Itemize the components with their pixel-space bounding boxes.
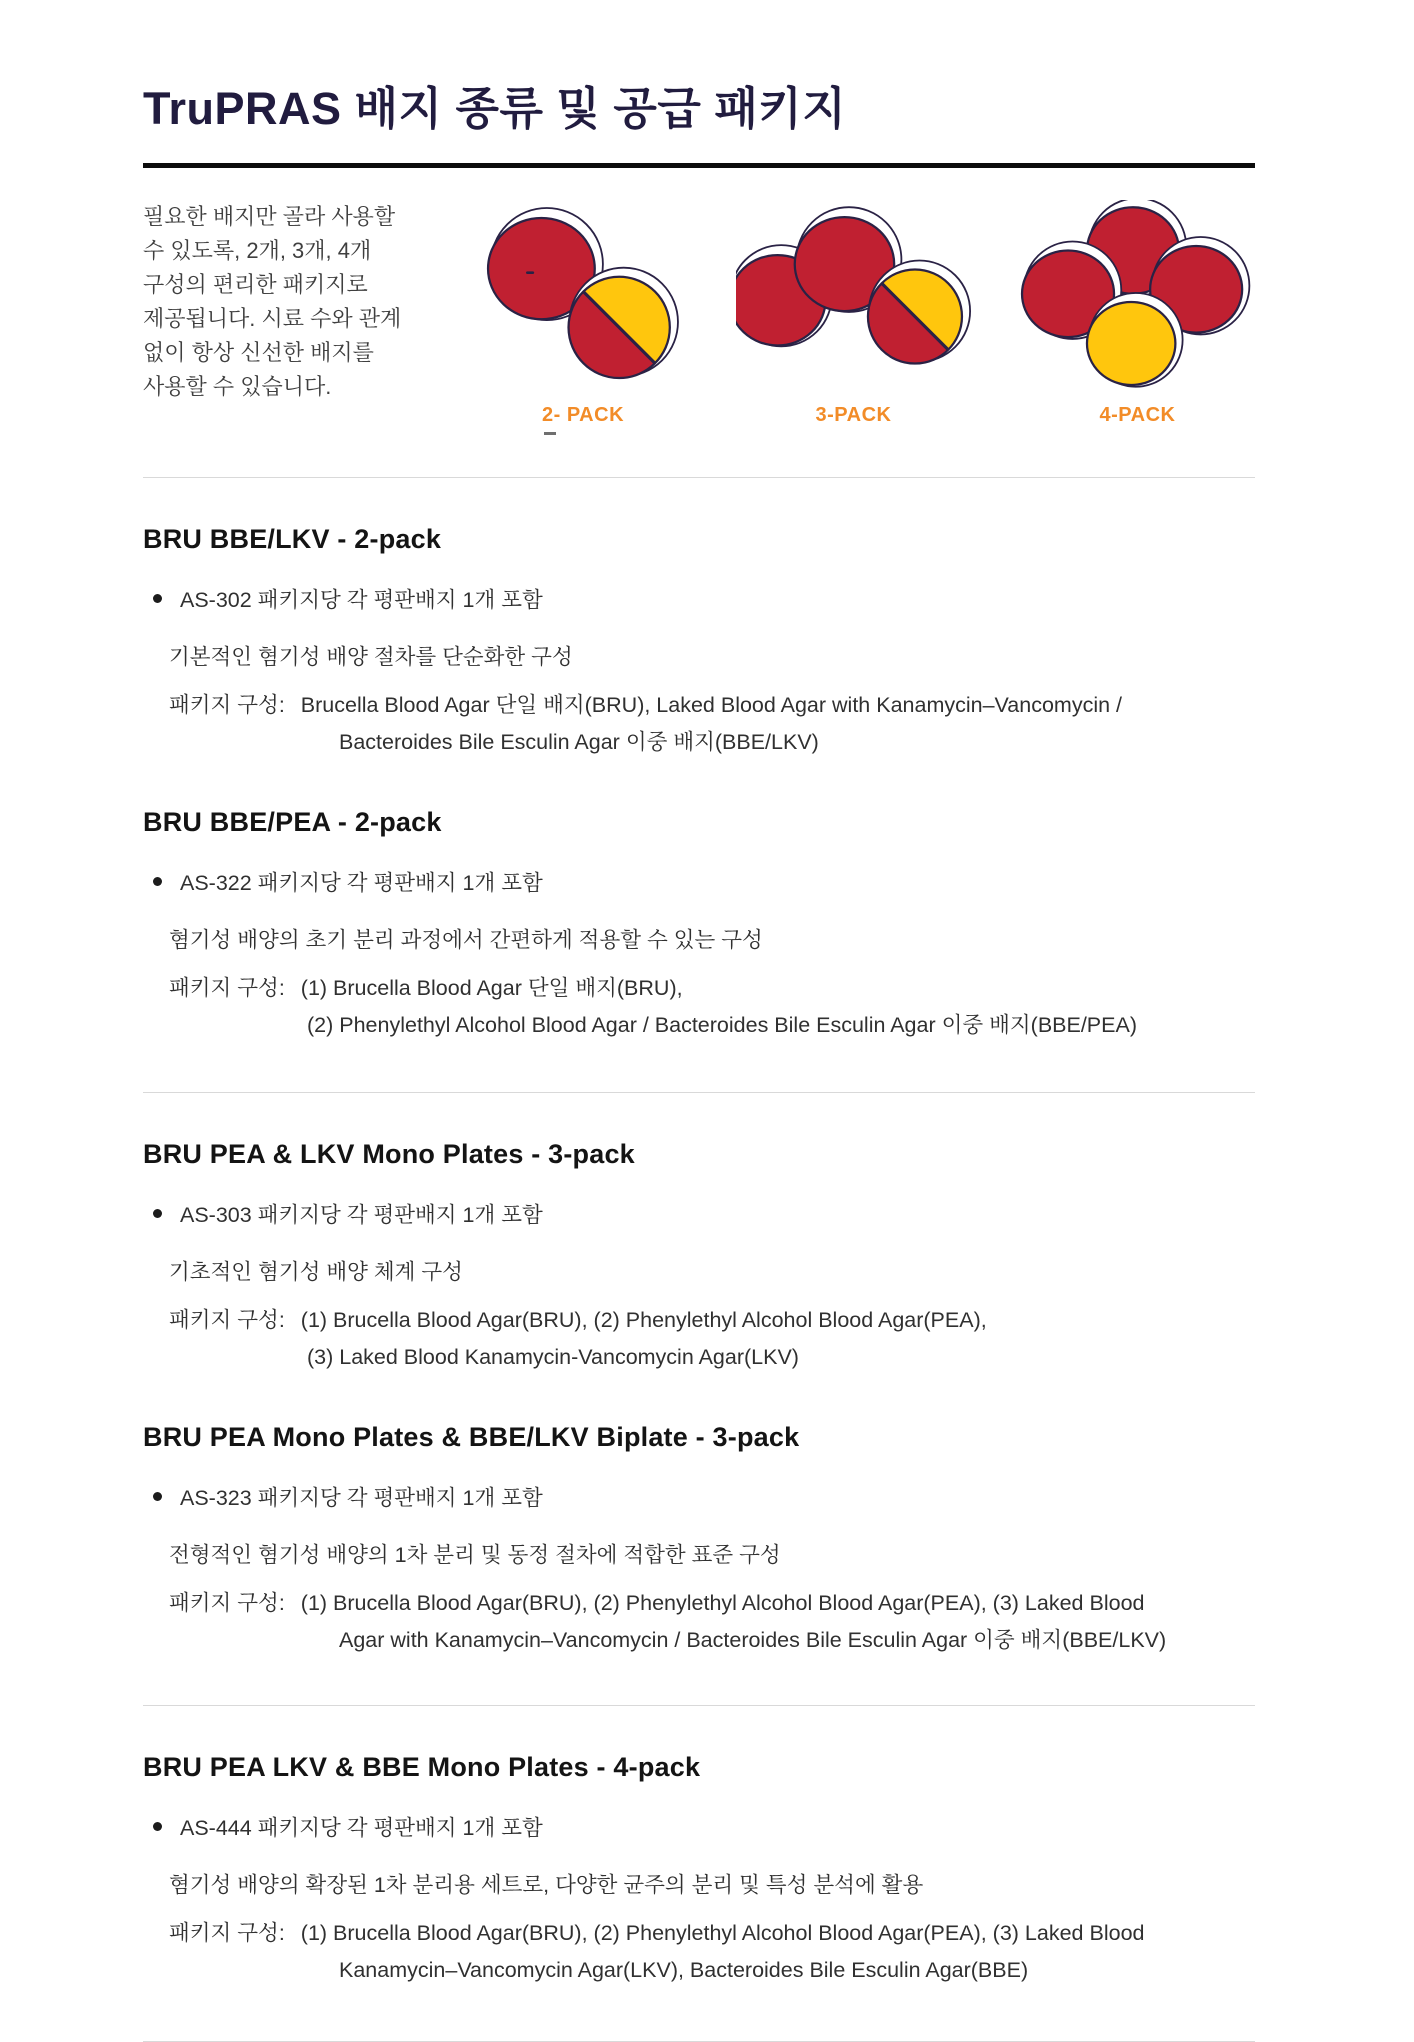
composition-line1 — [169, 970, 1256, 1007]
section-description: 혐기성 배양의 확장된 1차 분리용 세트로, 다양한 균주의 분리 및 특성 분석에 활용 — [169, 1873, 924, 1897]
section-divider — [143, 1705, 1255, 1706]
composition-label: 패키지 구성: — [169, 1308, 285, 1332]
composition-line1 — [169, 1302, 1256, 1339]
package-composition — [143, 687, 1256, 761]
pack-label-2pack — [542, 404, 624, 427]
composition-line2: Agar with Kanamycin–Vancomycin / Bacteroides Bile Esculin Agar 이중 배지(BBE/LKV) — [339, 1628, 1167, 1652]
petri-dish-icon — [1020, 200, 1255, 403]
package-composition — [143, 1585, 1256, 1659]
bullet-row — [143, 583, 1256, 614]
pack-2 — [479, 200, 687, 427]
package-composition — [143, 970, 1256, 1044]
section-divider — [143, 477, 1255, 478]
intro-paragraph: 필요한 배지만 골라 사용할 수 있도록, 2개, 3개, 4개 구성의 편리한 패키지로 제공됩니다. 시료 수와 관계 없이 항상 신선한 배지를 사용할 수 있습니다. — [143, 204, 402, 400]
section-description: 전형적인 혐기성 배양의 1차 분리 및 동정 절차에 적합한 표준 구성 — [169, 1543, 781, 1567]
composition-label: 패키지 구성: — [169, 1591, 285, 1615]
section-bru-pea-lkv-bbe-mono-4pack — [143, 1752, 1256, 1989]
composition-line2: Bacteroides Bile Esculin Agar 이중 배지(BBE/LKV) — [339, 730, 819, 754]
bullet-text: AS-323 패키지당 각 평판배지 1개 포함 — [180, 1486, 543, 1510]
section-heading: BRU PEA & LKV Mono Plates - 3-pack — [143, 1139, 635, 1169]
bullet-row — [143, 1481, 1256, 1512]
composition-line1 — [169, 687, 1256, 724]
composition-line1 — [169, 1585, 1256, 1622]
petri-dish-3pack-illustration — [736, 200, 971, 396]
petri-dish-icon — [736, 200, 971, 396]
pack-label-4pack — [1100, 404, 1176, 427]
petri-dish-2pack-illustration — [479, 200, 687, 396]
section-bru-pea-lkv-mono-3pack — [143, 1139, 1256, 1376]
composition-label: 패키지 구성: — [169, 693, 285, 717]
bullet-icon — [153, 594, 162, 603]
section-bru-bbe-pea-2pack — [143, 807, 1256, 1044]
package-composition — [143, 1302, 1256, 1376]
bullet-icon — [153, 1492, 162, 1501]
bullet-row — [143, 866, 1256, 897]
package-composition — [143, 1915, 1256, 1989]
composition-line2: Kanamycin–Vancomycin Agar(LKV), Bacteroides Bile Esculin Agar(BBE) — [339, 1958, 1029, 1982]
composition-text: Brucella Blood Agar 단일 배지(BRU), Laked Blood Agar with Kanamycin–Vancomycin / — [300, 693, 1122, 717]
composition-text: (1) Brucella Blood Agar 단일 배지(BRU), — [300, 976, 683, 1000]
composition-label: 패키지 구성: — [169, 1921, 285, 1945]
petri-dish-icon — [479, 200, 687, 396]
section-heading: BRU BBE/PEA - 2-pack — [143, 807, 442, 837]
composition-text: (1) Brucella Blood Agar(BRU), (2) Phenylethyl Alcohol Blood Agar(PEA), (3) Laked Blood — [300, 1921, 1145, 1945]
pack-illustrations — [421, 200, 1255, 427]
page-title: TruPRAS 배지 종류 및 공급 패키지 — [143, 83, 847, 134]
composition-line1 — [169, 1915, 1256, 1952]
stray-underline-mark — [544, 432, 556, 435]
intro-row — [143, 200, 1255, 427]
pack-label-text: 3-PACK — [815, 404, 892, 426]
bullet-icon — [153, 1209, 162, 1218]
petri-dish-4pack-illustration — [1020, 200, 1255, 396]
section-divider — [143, 1092, 1255, 1093]
bullet-row — [143, 1811, 1256, 1842]
bullet-icon — [153, 1822, 162, 1831]
bullet-icon — [153, 877, 162, 886]
composition-text: (1) Brucella Blood Agar(BRU), (2) Phenylethyl Alcohol Blood Agar(PEA), — [300, 1308, 987, 1332]
section-description: 기초적인 혐기성 배양 체계 구성 — [169, 1260, 463, 1284]
pack-4 — [1020, 200, 1255, 427]
pack-label-3pack — [816, 404, 892, 427]
bullet-text: AS-322 패키지당 각 평판배지 1개 포함 — [180, 871, 543, 895]
pack-label-text: 2- PACK — [541, 404, 625, 426]
composition-line2: (3) Laked Blood Kanamycin-Vancomycin Agar(LKV) — [307, 1345, 799, 1369]
section-description: 혐기성 배양의 초기 분리 과정에서 간편하게 적용할 수 있는 구성 — [169, 928, 763, 952]
section-heading: BRU PEA LKV & BBE Mono Plates - 4-pack — [143, 1752, 701, 1782]
section-heading: BRU BBE/LKV - 2-pack — [143, 524, 442, 554]
composition-text: (1) Brucella Blood Agar(BRU), (2) Phenylethyl Alcohol Blood Agar(PEA), (3) Laked Blood — [300, 1591, 1145, 1615]
section-heading: BRU PEA Mono Plates & BBE/LKV Biplate - 3-pack — [143, 1422, 800, 1452]
title-rule — [143, 163, 1255, 168]
composition-line2: (2) Phenylethyl Alcohol Blood Agar / Bacteroides Bile Esculin Agar 이중 배지(BBE/PEA) — [307, 1013, 1137, 1037]
yellow-dish-bottom — [1087, 293, 1183, 387]
bullet-row — [143, 1198, 1256, 1229]
bullet-text: AS-444 패키지당 각 평판배지 1개 포함 — [180, 1816, 543, 1840]
bullet-text: AS-303 패키지당 각 평판배지 1개 포함 — [180, 1203, 543, 1227]
bullet-text: AS-302 패키지당 각 평판배지 1개 포함 — [180, 588, 543, 612]
section-bru-bbe-lkv-2pack — [143, 524, 1256, 761]
pack-3 — [736, 200, 971, 427]
section-description: 기본적인 혐기성 배양 절차를 단순화한 구성 — [169, 645, 573, 669]
section-bru-pea-mono-bbe-lkv-biplate-3pack — [143, 1422, 1256, 1659]
pack-label-text: 4-PACK — [1099, 404, 1176, 426]
composition-label: 패키지 구성: — [169, 976, 285, 1000]
